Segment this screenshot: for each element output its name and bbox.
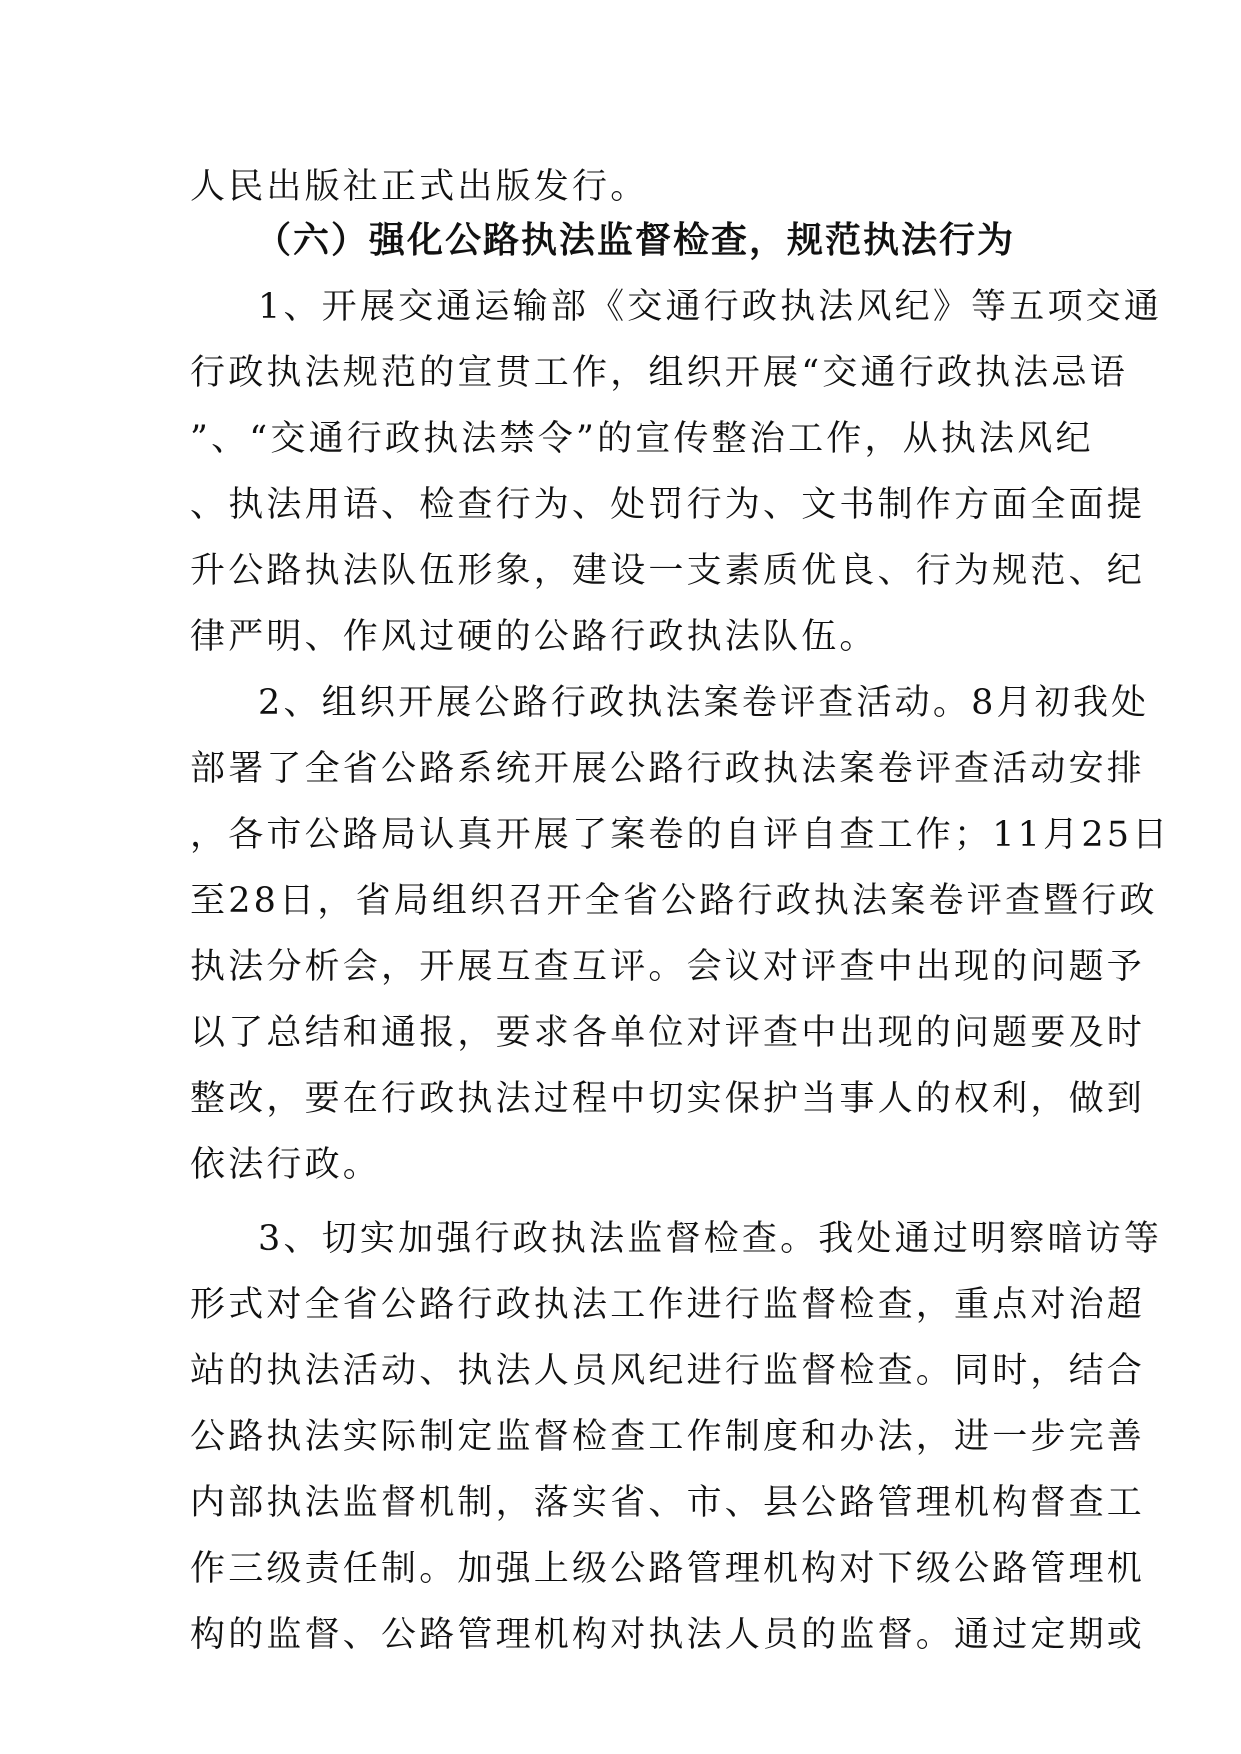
paragraph-line: 以了总结和通报，要求各单位对评查中出现的问题要及时 [190, 1013, 1146, 1053]
paragraph-line: 3、切实加强行政执法监督检查。我处通过明察暗访等 [258, 1219, 1163, 1259]
paragraph-line: 行政执法规范的宣贯工作，组织开展“交通行政执法忌语 [190, 353, 1128, 393]
paragraph-line: 依法行政。 [190, 1145, 382, 1185]
section-heading: （六）强化公路执法监督检查，规范执法行为 [255, 220, 1016, 261]
paragraph-line: 人民出版社正式出版发行。 [190, 167, 649, 207]
paragraph-line: 2、组织开展公路行政执法案卷评查活动。8月初我处 [258, 683, 1150, 723]
paragraph-line: 至28日，省局组织召开全省公路行政执法案卷评查暨行政 [190, 881, 1158, 921]
paragraph-line: 、执法用语、检查行为、处罚行为、文书制作方面全面提 [190, 485, 1146, 525]
paragraph-line: ，各市公路局认真开展了案卷的自评自查工作；11月25日 [190, 815, 1171, 855]
paragraph-line: 部署了全省公路系统开展公路行政执法案卷评查活动安排 [190, 749, 1146, 789]
paragraph-line: 站的执法活动、执法人员风纪进行监督检查。同时，结合 [190, 1351, 1146, 1391]
paragraph-line: 升公路执法队伍形象，建设一支素质优良、行为规范、纪 [190, 551, 1146, 591]
paragraph-line: 构的监督、公路管理机构对执法人员的监督。通过定期或 [190, 1615, 1146, 1655]
paragraph-line: 公路执法实际制定监督检查工作制度和办法，进一步完善 [190, 1417, 1146, 1457]
paragraph-line: 形式对全省公路行政执法工作进行监督检查，重点对治超 [190, 1285, 1146, 1325]
paragraph-line: 内部执法监督机制，落实省、市、县公路管理机构督查工 [190, 1483, 1146, 1523]
paragraph-line: 律严明、作风过硬的公路行政执法队伍。 [190, 617, 878, 657]
paragraph-line: ”、“交通行政执法禁令”的宣传整治工作，从执法风纪 [190, 419, 1094, 459]
paragraph-line: 1、开展交通运输部《交通行政执法风纪》等五项交通 [258, 287, 1163, 327]
paragraph-line: 作三级责任制。加强上级公路管理机构对下级公路管理机 [190, 1549, 1146, 1589]
paragraph-line: 整改，要在行政执法过程中切实保护当事人的权利，做到 [190, 1079, 1146, 1119]
paragraph-line: 执法分析会，开展互查互评。会议对评查中出现的问题予 [190, 947, 1146, 987]
